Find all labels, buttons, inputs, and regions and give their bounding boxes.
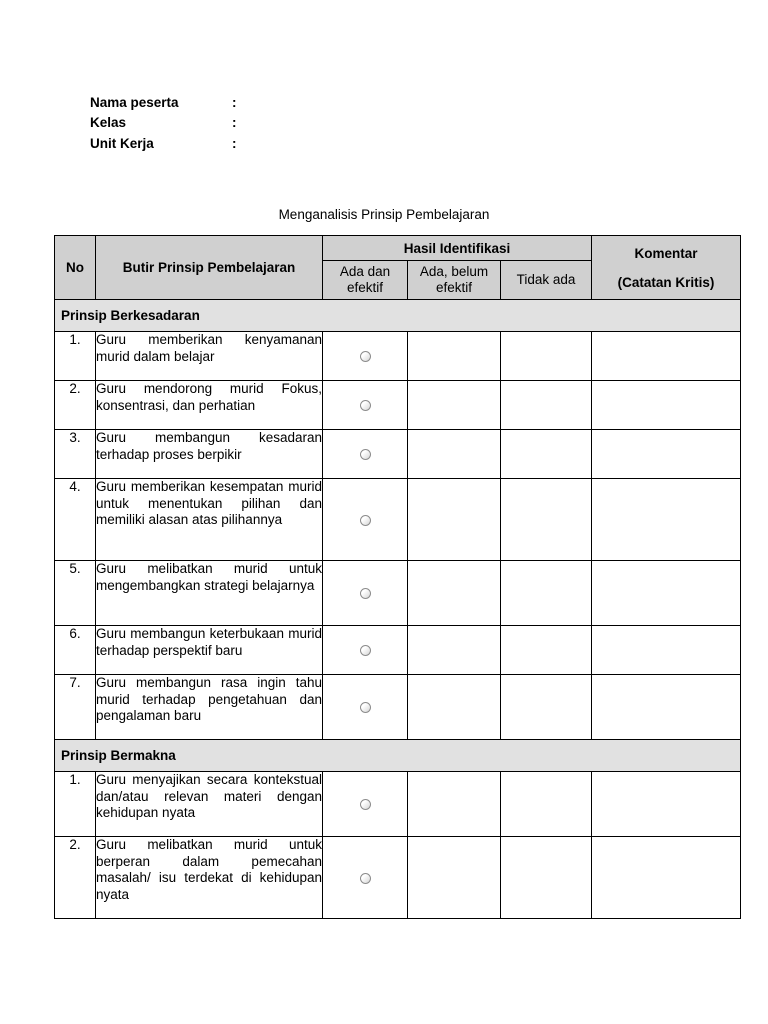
field-label: Kelas xyxy=(90,115,127,131)
cell-not-effective[interactable] xyxy=(408,430,501,479)
radio-button-icon[interactable] xyxy=(360,645,371,656)
radio-button-icon[interactable] xyxy=(360,400,371,411)
field-separator: : xyxy=(232,94,237,110)
cell-none[interactable] xyxy=(501,430,592,479)
cell-effective[interactable] xyxy=(323,626,408,675)
section-row xyxy=(55,740,741,772)
table-row xyxy=(55,772,741,837)
section-title: Prinsip Berkesadaran xyxy=(55,300,741,332)
header-comment-subtitle: (Catatan Kritis) xyxy=(617,274,715,290)
field-separator: : xyxy=(232,135,237,151)
table-row xyxy=(55,837,741,919)
cell-effective[interactable] xyxy=(323,675,408,740)
header-option-not-effective: Ada, belum efektif xyxy=(408,261,501,300)
row-text: Guru melibatkan murid untuk berperan dalam pemecahan masalah/ isu terdekat di kehidupan nyata xyxy=(96,837,323,919)
cell-not-effective[interactable] xyxy=(408,561,501,626)
cell-none[interactable] xyxy=(501,675,592,740)
cell-not-effective[interactable] xyxy=(408,381,501,430)
table-row xyxy=(55,332,741,381)
principles-table xyxy=(54,235,741,919)
field-label: Unit Kerja xyxy=(90,135,154,151)
row-number: 3. xyxy=(55,430,96,479)
row-text: Guru membangun kesadaran terhadap proses berpikir xyxy=(96,430,323,479)
cell-comment[interactable] xyxy=(592,332,741,381)
cell-comment[interactable] xyxy=(592,479,741,561)
cell-effective[interactable] xyxy=(323,479,408,561)
header-comment xyxy=(592,236,741,300)
cell-comment[interactable] xyxy=(592,837,741,919)
header-option-none: Tidak ada xyxy=(501,261,592,300)
radio-button-icon[interactable] xyxy=(360,702,371,713)
cell-effective[interactable] xyxy=(323,430,408,479)
cell-none[interactable] xyxy=(501,837,592,919)
cell-effective[interactable] xyxy=(323,772,408,837)
row-number: 1. xyxy=(55,332,96,381)
cell-effective[interactable] xyxy=(323,381,408,430)
field-label: Nama peserta xyxy=(90,94,179,110)
cell-not-effective[interactable] xyxy=(408,772,501,837)
section-row xyxy=(55,300,741,332)
radio-button-icon[interactable] xyxy=(360,449,371,460)
header-result-group: Hasil Identifikasi xyxy=(323,236,592,261)
participant-info xyxy=(90,92,237,154)
radio-button-icon[interactable] xyxy=(360,351,371,362)
header-item: Butir Prinsip Pembelajaran xyxy=(96,236,323,300)
row-text: Guru memberikan kesempatan murid untuk menentukan pilihan dan memiliki alasan atas pilihannya xyxy=(96,479,323,561)
cell-not-effective[interactable] xyxy=(408,837,501,919)
row-number: 6. xyxy=(55,626,96,675)
cell-not-effective[interactable] xyxy=(408,675,501,740)
table-row xyxy=(55,675,741,740)
cell-none[interactable] xyxy=(501,479,592,561)
cell-none[interactable] xyxy=(501,561,592,626)
cell-comment[interactable] xyxy=(592,430,741,479)
table-row xyxy=(55,381,741,430)
cell-none[interactable] xyxy=(501,772,592,837)
row-number: 5. xyxy=(55,561,96,626)
radio-button-icon[interactable] xyxy=(360,799,371,810)
cell-effective[interactable] xyxy=(323,561,408,626)
cell-comment[interactable] xyxy=(592,381,741,430)
row-number: 1. xyxy=(55,772,96,837)
header-comment-title: Komentar xyxy=(634,245,698,261)
participant-field-name xyxy=(90,92,237,113)
document-title: Menganalisis Prinsip Pembelajaran xyxy=(278,207,490,222)
cell-comment[interactable] xyxy=(592,561,741,626)
radio-button-icon[interactable] xyxy=(360,873,371,884)
row-text: Guru memberikan kenyamanan murid dalam belajar xyxy=(96,332,323,381)
section-title: Prinsip Bermakna xyxy=(55,740,741,772)
radio-button-icon[interactable] xyxy=(360,515,371,526)
row-text: Guru melibatkan murid untuk mengembangkan strategi belajarnya xyxy=(96,561,323,626)
table-row xyxy=(55,430,741,479)
field-separator: : xyxy=(232,115,237,131)
cell-effective[interactable] xyxy=(323,837,408,919)
cell-comment[interactable] xyxy=(592,675,741,740)
row-number: 2. xyxy=(55,381,96,430)
cell-not-effective[interactable] xyxy=(408,626,501,675)
row-text: Guru menyajikan secara kontekstual dan/atau relevan materi dengan kehidupan nyata xyxy=(96,772,323,837)
radio-button-icon[interactable] xyxy=(360,588,371,599)
participant-field-unit xyxy=(90,133,237,154)
participant-field-class xyxy=(90,113,237,134)
cell-comment[interactable] xyxy=(592,626,741,675)
cell-not-effective[interactable] xyxy=(408,479,501,561)
row-number: 4. xyxy=(55,479,96,561)
row-number: 2. xyxy=(55,837,96,919)
row-text: Guru membangun rasa ingin tahu murid terhadap pengetahuan dan pengalaman baru xyxy=(96,675,323,740)
table-row xyxy=(55,561,741,626)
row-number: 7. xyxy=(55,675,96,740)
cell-none[interactable] xyxy=(501,381,592,430)
cell-comment[interactable] xyxy=(592,772,741,837)
cell-effective[interactable] xyxy=(323,332,408,381)
table-row xyxy=(55,479,741,561)
header-no: No xyxy=(55,236,96,300)
cell-none[interactable] xyxy=(501,626,592,675)
cell-none[interactable] xyxy=(501,332,592,381)
table-row xyxy=(55,626,741,675)
header-option-effective: Ada dan efektif xyxy=(323,261,408,300)
cell-not-effective[interactable] xyxy=(408,332,501,381)
row-text: Guru mendorong murid Fokus, konsentrasi, dan perhatian xyxy=(96,381,323,430)
row-text: Guru membangun keterbukaan murid terhadap perspektif baru xyxy=(96,626,323,675)
